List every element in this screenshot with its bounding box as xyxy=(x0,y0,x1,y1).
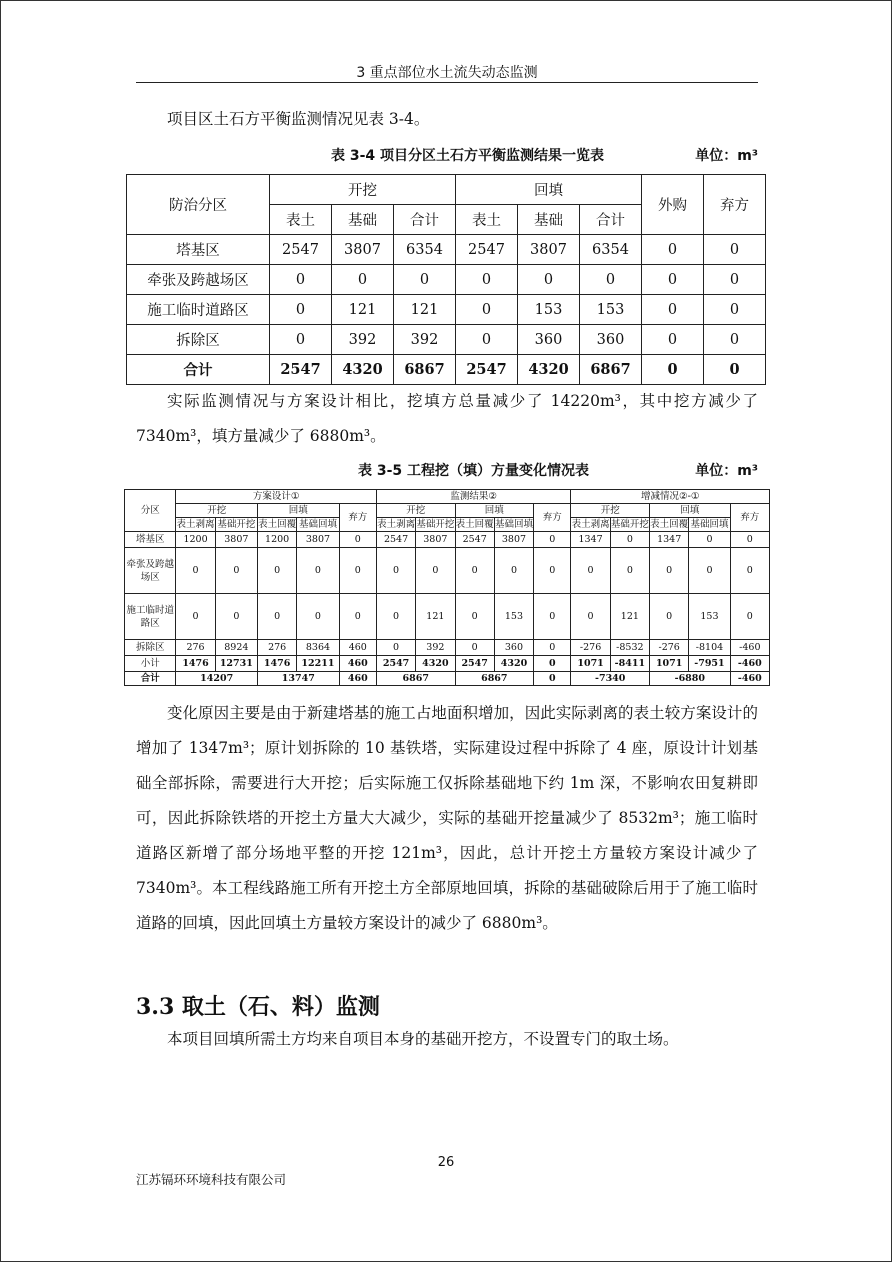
t5-cell: -8104 xyxy=(689,640,730,656)
t5-cell: 0 xyxy=(534,548,571,594)
t5-cell: 460 xyxy=(339,656,376,672)
t5-head-waste: 弃方 xyxy=(534,504,571,532)
t5-cell: 0 xyxy=(571,548,610,594)
t5-cell: 13747 xyxy=(258,672,340,686)
t4-cell: 0 xyxy=(642,355,704,385)
t5-cell: 3807 xyxy=(416,532,455,548)
t4-cell: 2547 xyxy=(270,355,332,385)
t4-cell: 2547 xyxy=(456,355,518,385)
t5-cell: 0 xyxy=(176,548,215,594)
t5-cell: 276 xyxy=(258,640,297,656)
t5-head-zone: 分区 xyxy=(125,490,176,532)
t5-head-backfill: 回填 xyxy=(650,504,731,518)
t5-head-monitor: 监测结果② xyxy=(376,490,571,504)
t4-head-zone: 防治分区 xyxy=(127,175,270,235)
t5-cell: -276 xyxy=(571,640,610,656)
t5-head-backfill: 回填 xyxy=(455,504,534,518)
table-row xyxy=(127,325,766,355)
t5-cell: 拆除区 xyxy=(125,640,176,656)
t5-cell: -7340 xyxy=(571,672,650,686)
t4-cell: 0 xyxy=(704,325,766,355)
t4-head-purchase: 外购 xyxy=(642,175,704,235)
t5-cell: -460 xyxy=(730,656,769,672)
t4-head-excavation: 开挖 xyxy=(270,175,456,205)
t5-cell: 0 xyxy=(571,594,610,640)
t5-cell: 0 xyxy=(534,640,571,656)
t5-cell: -460 xyxy=(730,672,769,686)
t4-head-waste: 弃方 xyxy=(704,175,766,235)
t4-head-total: 合计 xyxy=(394,205,456,235)
running-header: 3 重点部位水土流失动态监测 xyxy=(356,65,538,81)
t5-head-topsoil-strip: 表土剥离 xyxy=(377,519,416,530)
t4-cell: 拆除区 xyxy=(127,325,270,355)
t5-head-found-excav: 基础开挖 xyxy=(416,519,455,530)
page-number: 26 xyxy=(437,1155,455,1170)
t5-cell: 12731 xyxy=(215,656,257,672)
t4-cell: 4320 xyxy=(332,355,394,385)
table-row xyxy=(127,295,766,325)
t5-cell: 0 xyxy=(297,548,339,594)
t4-cell: 0 xyxy=(642,325,704,355)
table-row xyxy=(127,265,766,295)
t5-cell: 0 xyxy=(610,532,649,548)
t5-head-backfill: 回填 xyxy=(258,504,340,518)
t5-cell: 460 xyxy=(339,640,376,656)
paragraph-explanation: 变化原因主要是由于新建塔基的施工占地面积增加，因此实际剥离的表土较方案设计的增加了 1347m³；原计划拆除的 10 基铁塔，实际建设过程中拆除了 4 座，原设计计划基础全部拆除，需要进行大开挖；后实际施工仅拆除基础地下约 1m 深，不影响农田复耕即可，因此拆除铁塔的开挖土方量大大减少，实际的基础开挖量减少了 8532m³；施工临时道路区新增了部分场地平整的开挖 121m³，因此，总计开挖土方量较方案设计减少了 7340m³。本工程线路施工所有开挖土方全部原地回填，拆除的基础破除后用于了施工临时道路的回填，因此回填土方量较方案设计的减少了 6880m³。 xyxy=(136,704,758,932)
t4-cell: 0 xyxy=(394,265,456,295)
t4-head-foundation: 基础 xyxy=(518,205,580,235)
table-total-row xyxy=(127,355,766,385)
t4-cell: 0 xyxy=(704,265,766,295)
table-row xyxy=(125,594,770,640)
t5-head-topsoil-strip: 表土剥离 xyxy=(571,519,610,530)
t5-cell: 0 xyxy=(297,594,339,640)
t5-cell: -8411 xyxy=(610,656,649,672)
t5-cell: 153 xyxy=(689,594,730,640)
t5-head-found-excav: 基础开挖 xyxy=(215,518,257,532)
t4-cell: 392 xyxy=(394,325,456,355)
t5-cell: 0 xyxy=(610,548,649,594)
t5-head-found-backfill: 基础回填 xyxy=(690,519,729,530)
table34-unit: 单位：m³ xyxy=(695,148,758,164)
t5-head-topsoil-cover: 表土回覆 xyxy=(258,519,297,530)
t5-cell: 0 xyxy=(730,532,769,548)
t5-head-change: 增减情况②-① xyxy=(571,490,770,504)
t5-cell: 施工临时道路区 xyxy=(125,594,176,640)
t5-cell: 1071 xyxy=(571,656,610,672)
t5-head-excavation: 开挖 xyxy=(376,504,455,518)
t5-head-found-excav: 基础开挖 xyxy=(610,519,649,530)
t5-cell: 460 xyxy=(339,672,376,686)
t5-cell: 牵张及跨越场区 xyxy=(125,548,176,594)
t5-cell: 0 xyxy=(376,548,415,594)
t5-cell: 3807 xyxy=(297,532,339,548)
table-row xyxy=(125,640,770,656)
table-row xyxy=(127,235,766,265)
t5-head-found-backfill: 基础回填 xyxy=(297,518,339,532)
t4-cell: 0 xyxy=(642,235,704,265)
t4-cell: 4320 xyxy=(518,355,580,385)
t5-cell: 0 xyxy=(176,594,215,640)
t5-cell: 8924 xyxy=(215,640,257,656)
t5-cell: 3807 xyxy=(215,532,257,548)
t4-cell: 2547 xyxy=(270,235,332,265)
t4-cell: 0 xyxy=(642,295,704,325)
table-row xyxy=(125,548,770,594)
t5-cell: 0 xyxy=(455,548,494,594)
intro-paragraph: 项目区土石方平衡监测情况见表 3-4。 xyxy=(167,110,430,128)
t4-cell: 0 xyxy=(518,265,580,295)
t5-cell: 1200 xyxy=(258,532,297,548)
t5-cell: 0 xyxy=(534,594,571,640)
t5-cell: -7951 xyxy=(689,656,730,672)
t4-cell: 6354 xyxy=(580,235,642,265)
t5-head-topsoil-cover: 表土回覆 xyxy=(455,519,494,530)
t5-cell: 12211 xyxy=(297,656,339,672)
t4-cell: 6867 xyxy=(580,355,642,385)
t4-cell: 0 xyxy=(704,355,766,385)
t5-cell: 塔基区 xyxy=(125,532,176,548)
t4-cell: 121 xyxy=(394,295,456,325)
t4-cell: 合计 xyxy=(127,355,270,385)
paragraph-summary: 实际监测情况与方案设计相比，挖填方总量减少了 14220m³，其中挖方减少了 7340m³，填方量减少了 6880m³。 xyxy=(136,392,758,445)
t4-head-topsoil: 表土 xyxy=(456,205,518,235)
t5-head-found-backfill: 基础回填 xyxy=(494,519,533,530)
t5-cell: 8364 xyxy=(297,640,339,656)
t4-cell: 塔基区 xyxy=(127,235,270,265)
t4-cell: 6867 xyxy=(394,355,456,385)
t4-cell: 3807 xyxy=(518,235,580,265)
t5-cell: 0 xyxy=(650,548,689,594)
table35-unit: 单位：m³ xyxy=(695,463,758,479)
t5-cell: 0 xyxy=(455,594,494,640)
table-3-5 xyxy=(124,489,770,686)
t4-cell: 6354 xyxy=(394,235,456,265)
t5-cell: -8532 xyxy=(610,640,649,656)
t5-cell: 0 xyxy=(689,532,730,548)
t5-cell: 0 xyxy=(339,532,376,548)
t4-cell: 3807 xyxy=(332,235,394,265)
t5-cell: 1200 xyxy=(176,532,215,548)
t5-cell: 0 xyxy=(215,548,257,594)
header-rule xyxy=(136,82,758,83)
table-row xyxy=(125,532,770,548)
t5-cell: 0 xyxy=(534,672,571,686)
t4-cell: 0 xyxy=(270,325,332,355)
t5-cell: 0 xyxy=(455,640,494,656)
t5-cell: 392 xyxy=(416,640,455,656)
t4-head-topsoil: 表土 xyxy=(270,205,332,235)
t4-cell: 153 xyxy=(518,295,580,325)
table-total-row xyxy=(125,672,770,686)
t5-cell: 0 xyxy=(416,548,455,594)
t5-cell: 0 xyxy=(258,594,297,640)
t5-head-design: 方案设计① xyxy=(176,490,377,504)
t5-cell: 2547 xyxy=(376,532,415,548)
t5-cell: 2547 xyxy=(455,532,494,548)
table-3-4 xyxy=(126,174,766,385)
t5-cell: 0 xyxy=(215,594,257,640)
t5-cell: 1476 xyxy=(258,656,297,672)
t4-cell: 121 xyxy=(332,295,394,325)
t5-cell: 2547 xyxy=(376,656,415,672)
t5-cell: 1347 xyxy=(571,532,610,548)
t4-cell: 0 xyxy=(704,235,766,265)
t4-head-foundation: 基础 xyxy=(332,205,394,235)
t4-cell: 牵张及跨越场区 xyxy=(127,265,270,295)
t5-cell: 0 xyxy=(376,594,415,640)
t5-cell: 0 xyxy=(689,548,730,594)
table35-title: 表 3-5 工程挖（填）方量变化情况表 xyxy=(358,463,590,479)
t4-cell: 施工临时道路区 xyxy=(127,295,270,325)
t5-cell: 合计 xyxy=(125,672,176,686)
footer-company: 江苏镉环环境科技有限公司 xyxy=(136,1172,287,1187)
t5-cell: 1347 xyxy=(650,532,689,548)
t5-cell: 1071 xyxy=(650,656,689,672)
section-heading: 3.3 取土（石、料）监测 xyxy=(136,994,380,1020)
t5-body xyxy=(125,532,770,672)
t5-head-topsoil-strip: 表土剥离 xyxy=(176,519,215,530)
t4-cell: 0 xyxy=(456,295,518,325)
t5-cell: 0 xyxy=(339,548,376,594)
t4-cell: 0 xyxy=(456,325,518,355)
t5-cell: 1476 xyxy=(176,656,215,672)
t5-head-topsoil-cover: 表土回覆 xyxy=(650,519,689,530)
t4-head-backfill: 回填 xyxy=(456,175,642,205)
t4-head-total: 合计 xyxy=(580,205,642,235)
table-subtotal-row xyxy=(125,656,770,672)
t4-cell: 0 xyxy=(270,265,332,295)
t4-cell: 0 xyxy=(580,265,642,295)
t5-cell: 小计 xyxy=(125,656,176,672)
t5-cell: 153 xyxy=(494,594,533,640)
t5-cell: 121 xyxy=(416,594,455,640)
table34-title: 表 3-4 项目分区土石方平衡监测结果一览表 xyxy=(331,148,605,164)
t5-cell: 6867 xyxy=(455,672,534,686)
t5-head-excavation: 开挖 xyxy=(176,504,258,518)
t5-cell: 0 xyxy=(534,532,571,548)
t5-cell: 4320 xyxy=(416,656,455,672)
t5-cell: 2547 xyxy=(455,656,494,672)
t5-cell: 276 xyxy=(176,640,215,656)
t4-cell: 2547 xyxy=(456,235,518,265)
t5-cell: 0 xyxy=(376,640,415,656)
t5-cell: -460 xyxy=(730,640,769,656)
t5-head-waste: 弃方 xyxy=(730,504,769,532)
t5-cell: 0 xyxy=(339,594,376,640)
t4-cell: 0 xyxy=(332,265,394,295)
t5-cell: 3807 xyxy=(494,532,533,548)
t5-cell: 121 xyxy=(610,594,649,640)
t4-cell: 0 xyxy=(704,295,766,325)
t4-cell: 360 xyxy=(518,325,580,355)
t5-head-excavation: 开挖 xyxy=(571,504,650,518)
t4-cell: 0 xyxy=(642,265,704,295)
t5-head-waste: 弃方 xyxy=(339,504,376,532)
t5-cell: -276 xyxy=(650,640,689,656)
t5-cell: 0 xyxy=(534,656,571,672)
t5-cell: 4320 xyxy=(494,656,533,672)
t5-cell: 6867 xyxy=(376,672,455,686)
t4-cell: 0 xyxy=(456,265,518,295)
t4-cell: 360 xyxy=(580,325,642,355)
t5-cell: 0 xyxy=(730,548,769,594)
t4-cell: 392 xyxy=(332,325,394,355)
t4-cell: 0 xyxy=(270,295,332,325)
t5-cell: 0 xyxy=(494,548,533,594)
t5-cell: 360 xyxy=(494,640,533,656)
t5-cell: 0 xyxy=(258,548,297,594)
t5-cell: 14207 xyxy=(176,672,258,686)
t5-cell: -6880 xyxy=(650,672,731,686)
t4-cell: 153 xyxy=(580,295,642,325)
t5-cell: 0 xyxy=(650,594,689,640)
paragraph-borrow: 本项目回填所需土方均来自项目本身的基础开挖方，不设置专门的取土场。 xyxy=(167,1030,679,1048)
t5-cell: 0 xyxy=(730,594,769,640)
